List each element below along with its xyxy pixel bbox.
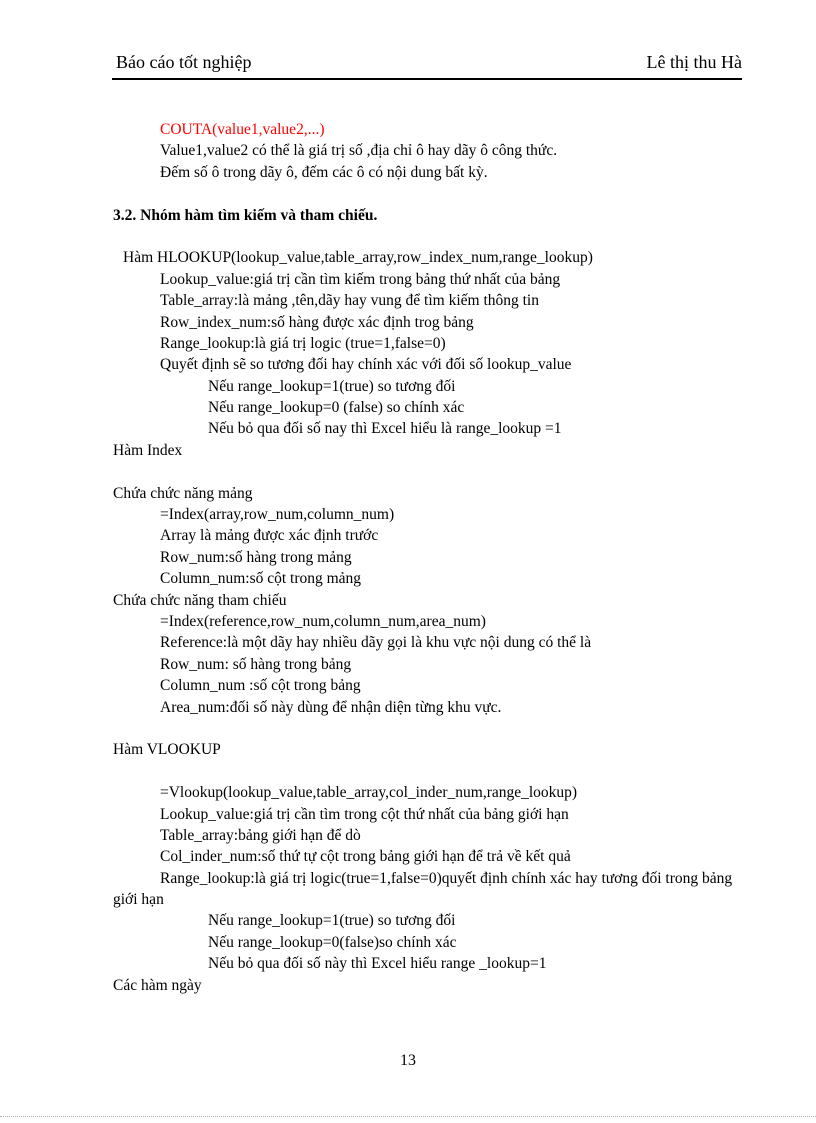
- vlookup-heading: Hàm VLOOKUP: [113, 741, 221, 759]
- index-heading: Hàm Index: [113, 441, 183, 459]
- hlookup-arg: Table_array:là mảng ,tên,dãy hay vung để tìm kiếm thông tin: [160, 292, 539, 310]
- hlookup-syntax: Hàm HLOOKUP(lookup_value,table_array,row_index_num,range_lookup): [123, 249, 593, 267]
- couta-syntax: COUTA(value1,value2,...): [160, 121, 325, 138]
- index-ref-syntax: =Index(reference,row_num,column_num,area_num): [160, 612, 486, 630]
- hlookup-note: Nếu bỏ qua đối số nay thì Excel hiểu là range_lookup =1: [208, 420, 562, 438]
- date-functions-heading: Các hàm ngày: [113, 976, 202, 994]
- page-header: [112, 52, 742, 80]
- index-array-arg: Array là mảng được xác định trước: [160, 527, 379, 545]
- couta-desc: Đếm số ô trong dãy ô, đếm các ô có nội dung bất kỳ.: [160, 163, 488, 181]
- hlookup-note: Nếu range_lookup=0 (false) so chính xác: [208, 399, 465, 417]
- index-array-heading: Chứa chức năng mảng: [113, 484, 253, 502]
- vlookup-note: Nếu range_lookup=1(true) so tương đối: [208, 912, 456, 930]
- index-array-arg: Row_num:số hàng trong mảng: [160, 548, 352, 566]
- index-ref-arg: Area_num:đối số này dùng để nhận diện từng khu vực.: [160, 698, 502, 716]
- index-ref-arg: Row_num: số hàng trong bảng: [160, 655, 352, 673]
- couta-args: Value1,value2 có thể là giá trị số ,địa chỉ ô hay dãy ô công thức.: [160, 142, 558, 160]
- vlookup-arg: Col_inder_num:số thứ tự cột trong bảng giới hạn để trả về kết quả: [160, 848, 571, 866]
- vlookup-note: Nếu bỏ qua đối số này thì Excel hiểu range _lookup=1: [208, 955, 547, 973]
- document-body: [113, 119, 733, 996]
- section-heading: 3.2. Nhóm hàm tìm kiếm và tham chiếu.: [113, 206, 378, 224]
- vlookup-syntax: =Vlookup(lookup_value,table_array,col_inder_num,range_lookup): [160, 784, 578, 802]
- hlookup-arg: Quyết định sẽ so tương đối hay chính xác với đối số lookup_value: [160, 356, 572, 374]
- hlookup-arg: Row_index_num:số hàng được xác định trog bảng: [160, 313, 474, 331]
- vlookup-arg-wrapped: Range_lookup:là giá trị logic(true=1,false=0)quyết định chính xác hay tương đối trong bảng giới hạn: [113, 869, 733, 909]
- hlookup-note: Nếu range_lookup=1(true) so tương đối: [208, 377, 456, 395]
- index-ref-arg: Reference:là một dãy hay nhiều dãy gọi là khu vực nội dung có thể là: [160, 634, 592, 652]
- index-array-syntax: =Index(array,row_num,column_num): [160, 506, 395, 524]
- index-array-arg: Column_num:số cột trong mảng: [160, 570, 362, 588]
- page-bottom-divider: [0, 1116, 816, 1117]
- index-ref-arg: Column_num :số cột trong bảng: [160, 677, 361, 695]
- header-title: Báo cáo tốt nghiệp: [116, 52, 252, 72]
- hlookup-arg: Lookup_value:giá trị cần tìm kiếm trong bảng thứ nhất của bảng: [160, 270, 561, 288]
- vlookup-arg: Lookup_value:giá trị cần tìm trong cột thứ nhất của bảng giới hạn: [160, 805, 569, 823]
- vlookup-arg: Table_array:bảng giới hạn để dò: [160, 826, 361, 844]
- header-author: Lê thị thu Hà: [646, 52, 742, 72]
- vlookup-note: Nếu range_lookup=0(false)so chính xác: [208, 933, 457, 951]
- page-number: 13: [400, 1052, 416, 1069]
- hlookup-arg: Range_lookup:là giá trị logic (true=1,false=0): [160, 334, 446, 352]
- index-ref-heading: Chứa chức năng tham chiếu: [113, 591, 287, 609]
